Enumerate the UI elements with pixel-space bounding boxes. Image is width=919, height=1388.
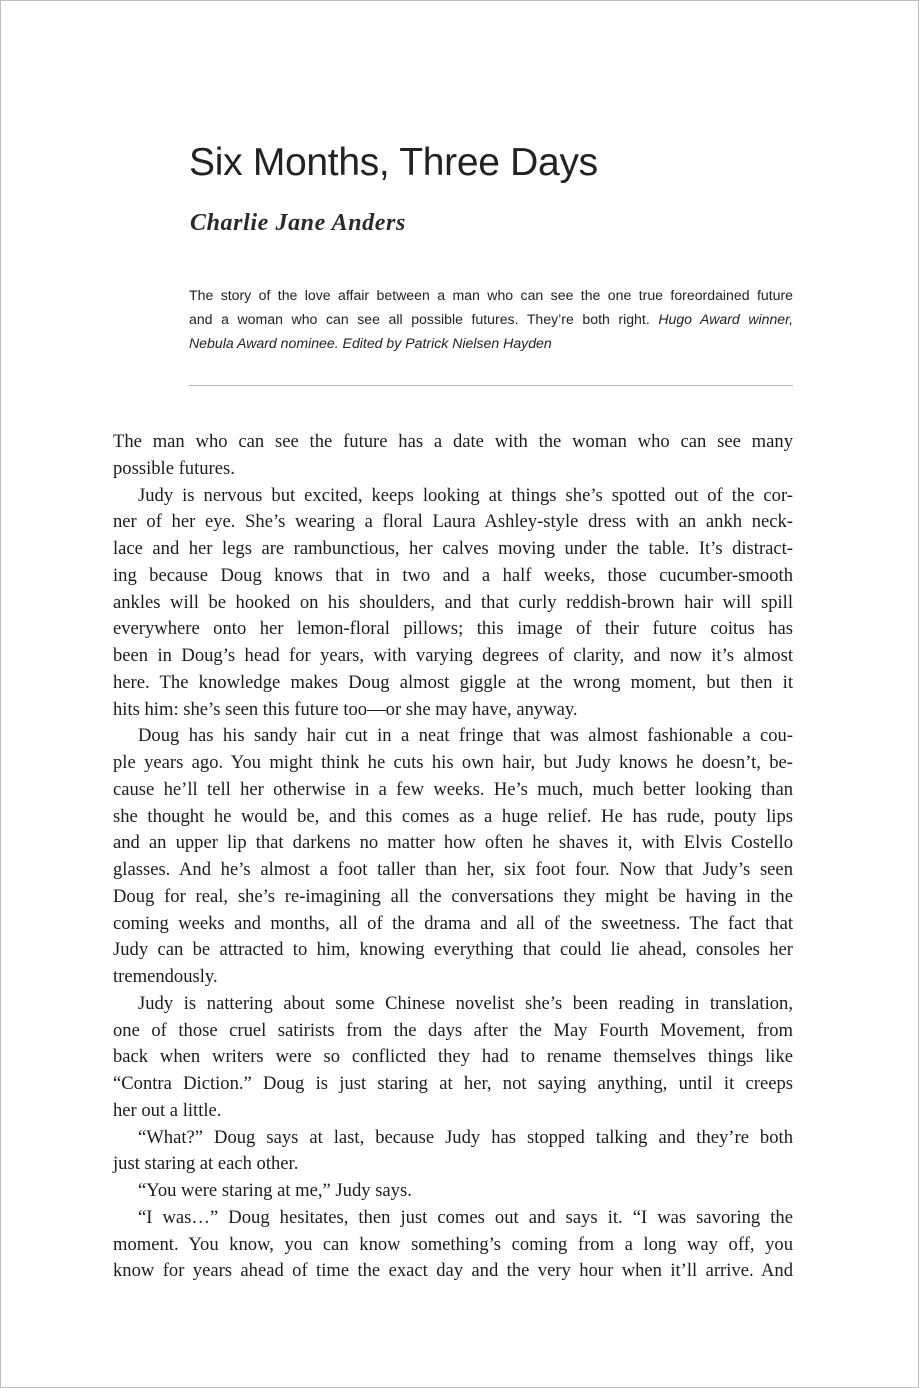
body-line: ple years ago. You might think he cuts his own hair, but Judy knows he doesn’t, be- — [113, 752, 793, 773]
body-line: tremendously. — [113, 966, 218, 987]
body-line: and an upper lip that darkens no matter how often he shaves it, with Elvis Costello — [113, 832, 793, 854]
body-line: ing because Doug knows that in two and a half weeks, those cucumber-smooth — [113, 564, 793, 586]
body-line: everywhere onto her lemon-floral pillows; this image of their future coitus has — [113, 618, 793, 640]
body-line: Judy can be attracted to him, knowing everything that could lie ahead, consoles her — [113, 939, 793, 961]
story-body — [113, 429, 793, 1285]
story-author: Charlie Jane Anders — [190, 210, 406, 236]
body-line: The man who can see the future has a date with the woman who can see many — [113, 431, 793, 452]
body-line: hits him: she’s seen this future too—or she may have, anyway. — [113, 698, 578, 720]
intro-award-text: Hugo Award winner, — [658, 311, 793, 328]
body-line: Judy is nervous but excited, keeps looking at things she’s spotted out of the cor- — [138, 484, 793, 506]
body-line: cause he’ll tell her otherwise in a few weeks. He’s much, much better looking than — [113, 778, 793, 800]
body-line: one of those cruel satirists from the days after the May Fourth Movement, from — [113, 1019, 793, 1041]
body-line: here. The knowledge makes Doug almost giggle at the wrong moment, but then it — [113, 671, 793, 693]
body-line: moment. You know, you can know something’s coming from a long way off, you — [113, 1233, 793, 1255]
body-line: “I was…” Doug hesitates, then just comes out and says it. “I was savoring the — [138, 1206, 793, 1228]
body-line: Doug has his sandy hair cut in a neat fringe that was almost fashionable a cou- — [138, 725, 793, 747]
body-line: back when writers were so conflicted they had to rename themselves things like — [113, 1046, 793, 1068]
body-line: know for years ahead of time the exact day and the very hour when it’ll arrive. And — [113, 1260, 793, 1282]
section-divider — [189, 385, 793, 386]
body-line: just staring at each other. — [113, 1153, 299, 1175]
body-line: coming weeks and months, all of the drama and all of the sweetness. The fact that — [113, 912, 793, 934]
body-line: Doug for real, she’s re-imagining all the conversations they might be having in the — [113, 885, 793, 907]
body-line: her out a little. — [113, 1099, 222, 1121]
intro-line — [189, 331, 793, 355]
intro-award-text: Nebula Award nominee. Edited by Patrick Nielsen Hayden — [189, 335, 552, 352]
body-line: Judy is nattering about some Chinese novelist she’s been reading in translation, — [138, 992, 793, 1014]
body-line: “You were staring at me,” Judy says. — [138, 1180, 412, 1201]
body-line: possible futures. — [113, 457, 235, 479]
body-line: glasses. And he’s almost a foot taller than her, six foot four. Now that Judy’s seen — [113, 859, 793, 880]
body-line: ner of her eye. She’s wearing a floral Laura Ashley-style dress with an ankh neck- — [113, 511, 793, 533]
body-line: lace and her legs are rambunctious, her calves moving under the table. It’s distract- — [113, 538, 793, 559]
body-line: “What?” Doug says at last, because Judy has stopped talking and they’re both — [138, 1126, 793, 1148]
intro-line — [189, 307, 793, 331]
body-line: ankles will be hooked on his shoulders, and that curly reddish-brown hair will spill — [113, 591, 793, 613]
story-title: Six Months, Three Days — [189, 141, 598, 184]
story-introduction — [189, 283, 793, 356]
intro-line: The story of the love affair between a man who can see the one true foreordained future — [189, 287, 793, 303]
body-line: “Contra Diction.” Doug is just staring at her, not saying anything, until it creeps — [113, 1073, 793, 1094]
body-line: she thought he would be, and this comes as a huge relief. He has rude, pouty lips — [113, 805, 793, 827]
intro-text: and a woman who can see all possible futures. They’re both right. — [189, 311, 659, 328]
body-line: been in Doug’s head for years, with varying degrees of clarity, and now it’s almost — [113, 645, 793, 666]
